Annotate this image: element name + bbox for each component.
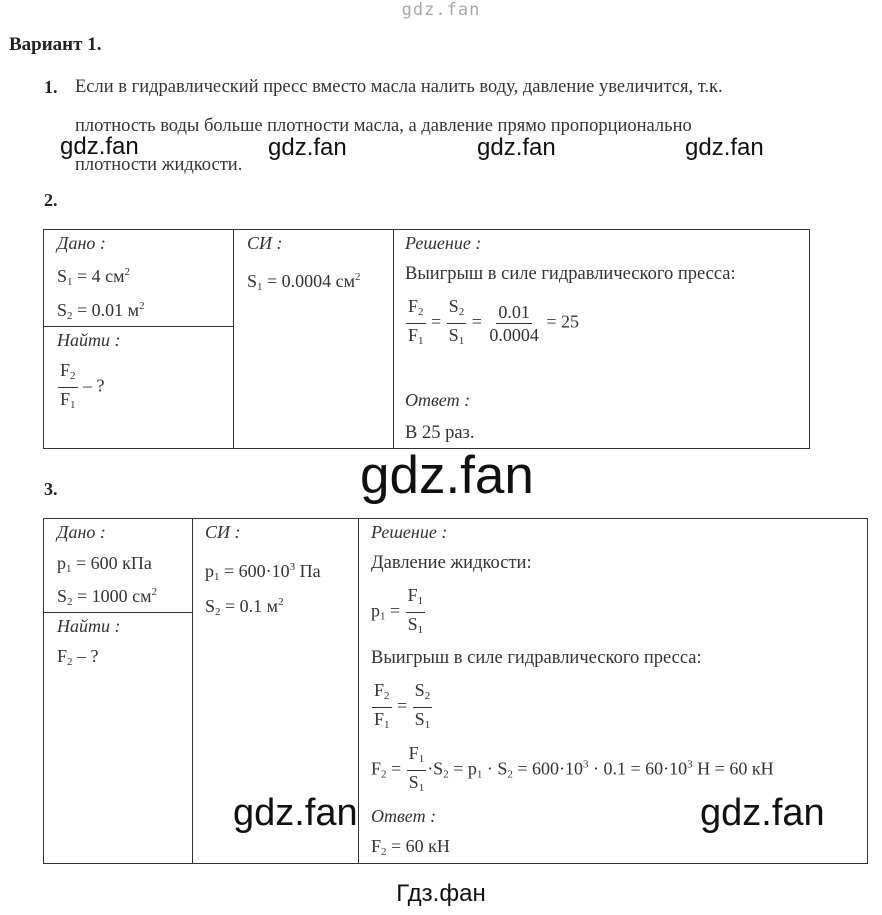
task3-si-label: СИ : [205, 522, 241, 542]
task3-pressure-eq: $p_1$ = $\frac{F_1}{S_1}$ [371, 585, 424, 636]
variant-heading: Вариант 1. [9, 34, 102, 55]
task1-number: 1. [44, 77, 58, 97]
task2-answer: В 25 раз. [405, 423, 475, 443]
watermark-top: gdz.fan [401, 0, 481, 20]
task2-number: 2. [44, 190, 58, 210]
task3-find-label: Найти : [57, 616, 121, 636]
task2-si-label: СИ : [247, 233, 283, 253]
task3-number: 3. [44, 479, 58, 499]
task1-line2: плотность воды больше плотности масла, а давление прямо пропорционально [75, 116, 692, 136]
task3-si-p1: $p_1 = 600\cdot 10^3$ Па [205, 561, 321, 583]
watermark-small-3: gdz.fan [477, 134, 556, 161]
task3-given-p1: $p_1 = 600$ кПа [57, 553, 152, 575]
watermark-lower-left: gdz.fan [233, 792, 358, 834]
task2-find-value: $\frac{F_2}{F_1}$ – ? [60, 360, 105, 411]
watermark-big: gdz.fan [360, 446, 534, 505]
task3-result-eq: $F_2$ = $\frac{F_1}{S_1}$ $\cdot S_2 = p_1 \cdot S_2 = 600\cdot 10^3 \cdot 0.1 = 60\cdot 10^3$ Н = 60 кН [371, 743, 774, 794]
task3-given-s2: $S_2 = 1000$ $см^2$ [57, 586, 158, 608]
task2-given-label: Дано : [57, 233, 106, 253]
task3-pressure-text: Давление жидкости: [371, 553, 532, 573]
task3-solution-label: Решение : [371, 522, 448, 542]
task3-gain-text: Выигрыш в силе гидравлического пресса: [371, 648, 702, 668]
task3-answer-label: Ответ : [371, 806, 437, 826]
task2-answer-label: Ответ : [405, 390, 471, 410]
task1-line1: Если в гидравлический пресс вместо масла налить воду, давление увеличится, т.к. [75, 77, 723, 97]
watermark-small-1: gdz.fan [60, 133, 139, 160]
task3-find-value: $F_2$ – ? [57, 646, 99, 668]
task2-equation: $\frac{F_2}{F_1}$ = $\frac{S_2}{S_1}$ = $\frac{0.01}{0.0004}$ = 25 [408, 296, 579, 347]
task2-si-s1: $S_1 = 0.0004$ $см^2$ [247, 271, 361, 293]
task3-si-s2: $S_2 = 0.1$ $м^2$ [205, 596, 284, 618]
task3-answer: $F_2 = 60$ кН [371, 836, 450, 858]
task3-given-label: Дано : [57, 522, 106, 542]
task3-ratio-eq: $\frac{F_2}{F_1}$ = $\frac{S_2}{S_1}$ [374, 680, 431, 731]
task2-solution-label: Решение : [405, 233, 482, 253]
task2-find-label: Найти : [57, 330, 121, 350]
watermark-small-2: gdz.fan [268, 134, 347, 161]
watermark-lower-right: gdz.fan [700, 792, 825, 834]
task2-solution-text: Выигрыш в силе гидравлического пресса: [405, 264, 736, 284]
task2-given-s2: $S_2 = 0.01$ $м^2$ [57, 300, 145, 322]
watermark-small-4: gdz.fan [685, 134, 764, 161]
task2-given-s1: $S_1 = 4$ $см^2$ [57, 266, 131, 288]
task1-line3: плотности жидкости. [75, 155, 243, 175]
watermark-footer: Гдз.фан [396, 880, 486, 907]
